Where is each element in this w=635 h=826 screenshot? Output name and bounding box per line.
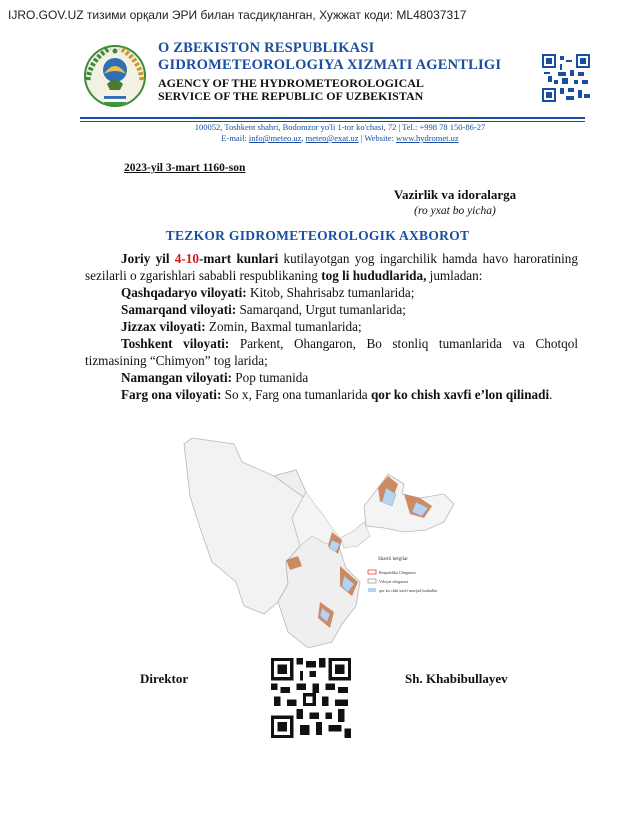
region-name: Qashqadaryo viloyati: <box>121 285 247 300</box>
intro-including: jumladan: <box>426 268 483 283</box>
agency-name-uz-1: O ZBEKISTON RESPUBLIKASI <box>158 40 375 56</box>
website-label: | Website: <box>360 133 394 143</box>
email-link-meteo[interactable]: meteo@exat.uz <box>305 133 359 143</box>
region-name: Jizzax viloyati: <box>121 319 206 334</box>
letterhead <box>80 38 590 118</box>
website-link[interactable]: www.hydromet.uz <box>395 133 459 143</box>
avalanche-warning: qor ko chish xavfi e’lon qilinadi <box>370 387 550 402</box>
intro-text: kutilayotgan yog ingarchilik hamda havo haroratining sezilarli o zgarishlari sababli respublikaning <box>85 251 578 283</box>
region-districts: Kitob, Shahrisabz tumanlarida; <box>246 285 415 300</box>
header-divider-thick <box>80 117 585 119</box>
region-item <box>85 301 578 318</box>
signatory-position: Direktor <box>140 671 189 686</box>
document-title: TEZKOR GIDROMETEOROLOGIK AXBOROT <box>165 228 470 243</box>
document-body <box>85 250 578 403</box>
state-emblem-icon <box>80 40 150 112</box>
address-line: 100052, Toshkent shahri, Bodomzor yo'li 1-tor ko'chasi, 72 | Tel.: +998 78 150-86-27 <box>194 122 486 132</box>
ijro-notice: IJRO.GOV.UZ тизими орқали ЭРИ билан тасдиқланган, Хужжат коди: ML48037317 <box>8 8 467 22</box>
legend-swatch-avalanche <box>368 588 376 592</box>
region-districts: Pop tumanida <box>232 370 309 385</box>
region-item <box>85 318 578 335</box>
intro-dates: 4-10 <box>174 251 199 266</box>
region-districts: Samarqand, Urgut tumanlarida; <box>236 302 406 317</box>
intro-current-year: Joriy yil <box>121 251 170 266</box>
email-website-line: E-mail: info@meteo.uz, meteo@exat.uz | Website: www.hydromet.uz <box>221 133 459 143</box>
agency-name-en-2: SERVICE OF THE REPUBLIC OF UZBEKISTAN <box>158 89 424 103</box>
document-date-number: 2023-yil 3-mart 1160-son <box>124 162 246 174</box>
region-name: Namangan viloyati: <box>121 370 232 385</box>
region-districts: So x, Farg ona tumanlarida <box>221 387 371 402</box>
agency-name-uz-2: GIDROMETEOROLOGIYA XIZMATI AGENTLIGI <box>158 57 502 73</box>
map-legend <box>368 557 438 593</box>
legend-label-province: Viloyat chegarasi <box>379 579 409 584</box>
intro-mountain-areas: tog li hududlarida, <box>321 268 427 283</box>
recipient-note: (ro yxat bo yicha) <box>414 205 496 217</box>
signatory-name: Sh. Khabibullayev <box>405 671 508 686</box>
signature-qr-code-icon <box>271 658 351 738</box>
region-item <box>85 284 578 301</box>
intro-paragraph <box>85 250 578 284</box>
legend-swatch-country <box>368 570 376 574</box>
legend-label-avalanche: qor ko chki xavfi mavjud hududlar <box>379 588 438 593</box>
agency-name-en-1: AGENCY OF THE HYDROMETEOROLOGICAL <box>158 76 424 90</box>
legend-swatch-province <box>368 579 376 583</box>
region-districts: Zomin, Baxmal tumanlarida; <box>205 319 362 334</box>
email-label: E-mail: <box>221 133 247 143</box>
email-link-info[interactable]: info@meteo.uz <box>248 133 302 143</box>
header-qr-code-icon <box>542 54 590 102</box>
warning-end: . <box>549 387 553 402</box>
region-item <box>85 335 578 369</box>
contact-info <box>150 122 530 144</box>
avalanche-risk-map <box>182 436 460 650</box>
region-name: Farg ona viloyati: <box>121 387 222 402</box>
legend-title: Shartli belgilar <box>378 557 408 562</box>
recipient-block <box>385 187 525 217</box>
intro-month: -mart kunlari <box>198 251 279 266</box>
region-districts: Parkent, Ohangaron, Bo stonliq tumanlarida va Chotqol tizmasining “Chimyon” tog larida; <box>85 336 578 368</box>
region-item <box>85 369 578 386</box>
region-name: Toshkent viloyati: <box>121 336 230 351</box>
region-name: Samarqand viloyati: <box>121 302 237 317</box>
region-item-warning <box>85 386 578 403</box>
legend-label-country: Respublika Chegarasi <box>379 570 416 575</box>
agency-name <box>158 40 501 103</box>
recipient: Vazirlik va idoralarga <box>393 187 517 202</box>
